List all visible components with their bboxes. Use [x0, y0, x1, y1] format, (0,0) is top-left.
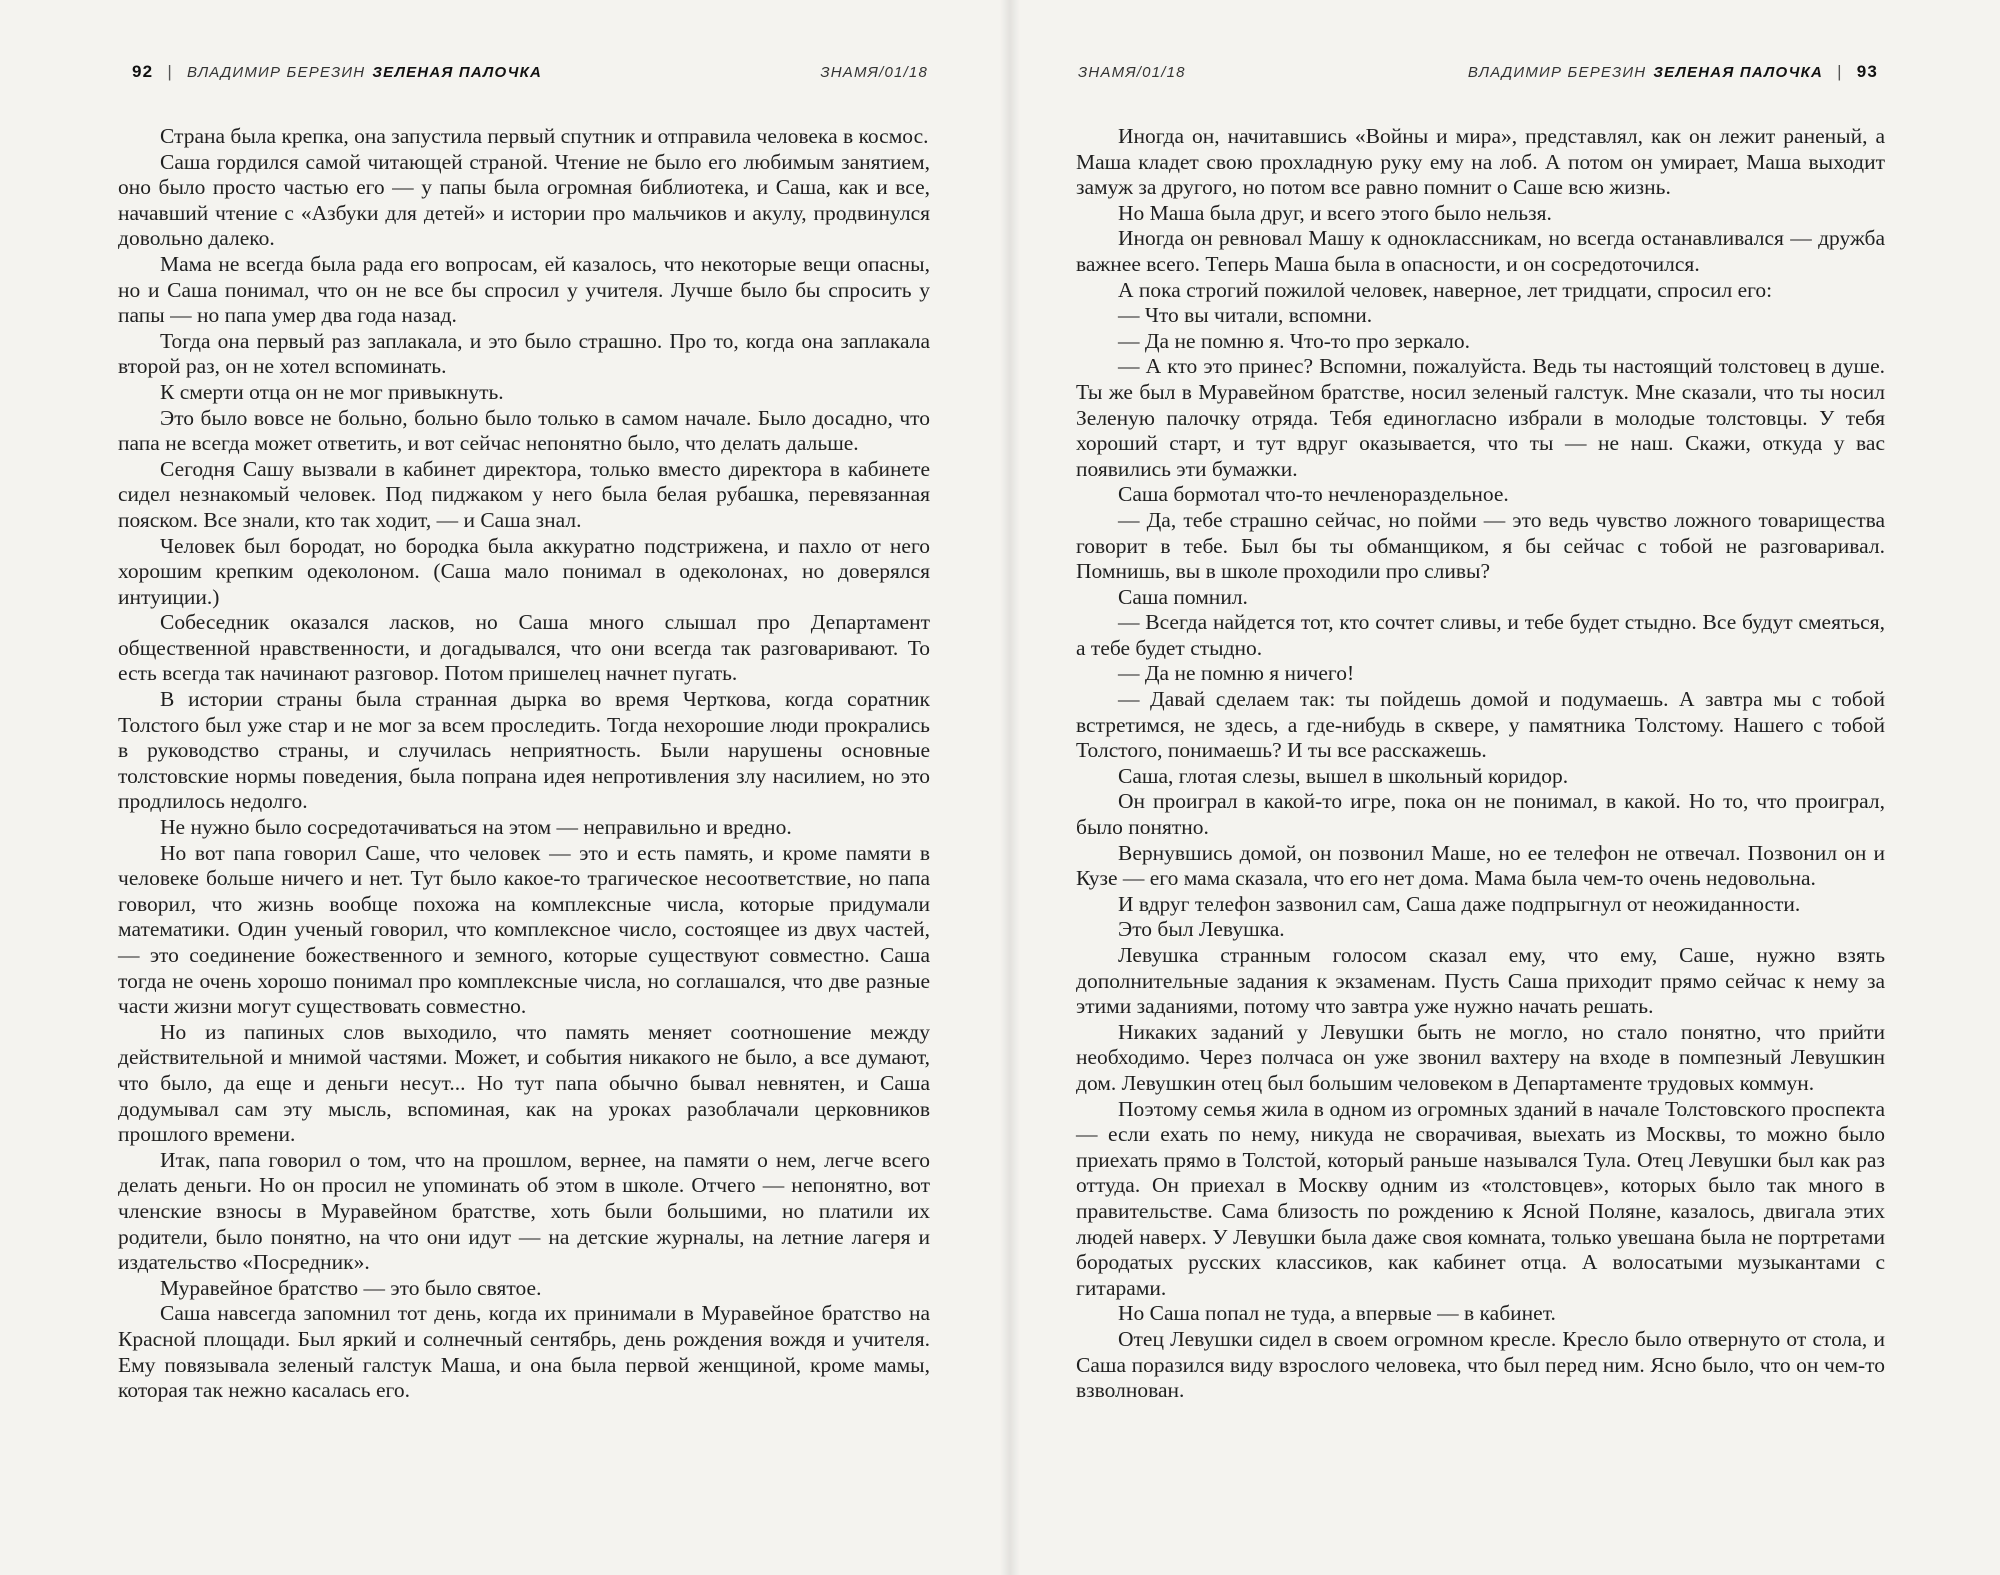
left-page-number: 92	[132, 62, 154, 81]
paragraph: — Всегда найдется тот, кто сочтет сливы, и тебе будет стыдно. Все будут смеяться, а тебе будет стыдно.	[1076, 610, 1885, 660]
paragraph: Саша, глотая слезы, вышел в школьный коридор.	[1118, 763, 1569, 788]
paragraph: Левушка странным голосом сказал ему, что ему, Саше, нужно взять дополнительные задания к экзаменам. Пусть Саша приходит прямо сейчас к нему за этими заданиями, потому что завтра уже нужно начать решать.	[1076, 943, 1885, 1019]
paragraph: Но вот папа говорил Саше, что человек — это и есть память, и кроме памяти в человеке больше ничего и нет. Тут было какое-то трагическое несоответствие, но папа говорил, что жизнь вообще похожа на комплексные числа, которые придумали математики. Один ученый говорил, что комплексное число, состоящее из двух частей, — это соединение божественного и земного, которые существуют совместно. Саша тогда не очень хорошо понимал про комплексные числа, но соглашался, что две разные части жизни могут существовать совместно.	[118, 840, 930, 1019]
right-page-number: 93	[1856, 62, 1878, 81]
right-header-group	[1468, 62, 1878, 82]
header-separator: |	[1837, 62, 1843, 81]
paragraph: Но Саша попал не туда, а впервые — в кабинет.	[1118, 1301, 1556, 1326]
left-text-column	[118, 124, 930, 1404]
paragraph: И вдруг телефон зазвонил сам, Саша даже подпрыгнул от неожиданности.	[1118, 891, 1801, 916]
paragraph: Вернувшись домой, он позвонил Маше, но ее телефон не отвечал. Позвонил он и Кузе — его мама сказала, что его нет дома. Мама была чем-то очень недовольна.	[1076, 840, 1885, 891]
paragraph: В истории страны была странная дырка во время Черткова, когда соратник Толстого был уже стар и не мог за всем проследить. Тогда нехорошие люди прокрались в руководство страны, и случилась неприятность. Были нарушены основные толстовские нормы поведения, была попрана идея непротивления злу насилием, но это продлилось недолго.	[118, 687, 930, 814]
paragraph: — Да, тебе страшно сейчас, но пойми — это ведь чувство ложного товарищества говорит в тебе. Был бы ты обманщиком, я бы сейчас с тобой не разговаривал. Помнишь, вы в школе проходили про сливы?	[1076, 507, 1885, 584]
right-text-column	[1076, 124, 1885, 1404]
right-header-journal: ЗНАМЯ/01/18	[1078, 63, 1186, 81]
paragraph: — Да не помню я. Что-то про зеркало.	[1118, 328, 1471, 353]
right-header-author: ВЛАДИМИР БЕРЕЗИН	[1467, 63, 1647, 81]
paragraph: — Давай сделаем так: ты пойдешь домой и подумаешь. А завтра мы с тобой встретимся, не здесь, а где-нибудь в сквере, у памятника Толстому. Нашего с тобой Толстого, понимаешь? И ты все расскажешь.	[1076, 687, 1885, 763]
paragraph: Никаких заданий у Левушки быть не могло, но стало понятно, что прийти необходимо. Через полчаса он уже звонил вахтеру на входе в помпезный Левушкин дом. Левушкин отец был большим человеком в Департаменте трудовых коммун.	[1076, 1019, 1885, 1095]
paragraph: Это был Левушка.	[1118, 917, 1285, 942]
paragraph: Тогда она первый раз заплакала, и это было страшно. Про то, когда она заплакала второй раз, он не хотел вспоминать.	[118, 328, 930, 379]
paragraph: Иногда он, начитавшись «Войны и мира», представлял, как он лежит раненый, а Маша кладет свою прохладную руку ему на лоб. А потом он умирает, Маша выходит замуж за другого, но потом все равно помнит о Саше всю жизнь.	[1076, 124, 1885, 200]
paragraph: К смерти отца он не мог привыкнуть.	[160, 379, 504, 404]
paragraph: Не нужно было сосредотачиваться на этом — неправильно и вредно.	[160, 815, 792, 840]
paragraph: Саша бормотал что-то нечленораздельное.	[1118, 482, 1509, 507]
paragraph: — А кто это принес? Вспомни, пожалуйста. Ведь ты настоящий толстовец в душе. Ты же был в Муравейном братстве, носил зеленый галстук. Мне сказали, что ты носил Зеленую палочку отряда. Тебя единогласно избрали в молодые толстовцы. У тебя хороший старт, и тут вдруг оказывается, что ты — не наш. Скажи, откуда у вас появились эти бумажки.	[1076, 354, 1885, 481]
paragraph: Это было вовсе не больно, больно было только в самом начале. Было досадно, что папа не всегда может ответить, и вот сейчас непонятно было, что делать дальше.	[118, 405, 930, 456]
paragraph: — Что вы читали, вспомни.	[1118, 303, 1373, 328]
paragraph: А пока строгий пожилой человек, наверное, лет тридцати, спросил его:	[1118, 277, 1773, 302]
left-running-header	[132, 60, 928, 84]
header-separator: |	[167, 62, 173, 81]
paragraph: — Да не помню я ничего!	[1118, 661, 1355, 686]
paragraph: Итак, папа говорил о том, что на прошлом, вернее, на памяти о нем, легче всего делать деньги. Но он просил не упоминать об этом в школе. Отчего — непонятно, вот членские взносы в Муравейном братстве, хоть были большими, но платили их родители, было понятно, на что они идут — на детские журналы, на летние лагеря и издательство «Посредник».	[118, 1147, 930, 1275]
left-header-author: ВЛАДИМИР БЕРЕЗИН	[186, 63, 366, 81]
paragraph: Страна была крепка, она запустила первый спутник и отправила человека в космос.	[160, 124, 929, 148]
paragraph: Саша навсегда запомнил тот день, когда их принимали в Муравейное братство на Красной площади. Был яркий и солнечный сентябрь, день рождения вождя и учителя. Ему повязывала зеленый галстук Маша, и она была первой женщиной, кроме мамы, которая так нежно касалась его.	[118, 1301, 930, 1403]
left-header-title: ЗЕЛЕНАЯ ПАЛОЧКА	[372, 63, 543, 81]
paragraph: Мама не всегда была рада его вопросам, ей казалось, что некоторые вещи опасны, но и Саша понимал, что он не все бы спросил у учителя. Лучше было бы спросить у папы — но папа умер два года назад.	[118, 251, 930, 328]
paragraph: Собеседник оказался ласков, но Саша много слышал про Департамент общественной нравственности, и догадывался, что они всегда так разговаривают. То есть всегда так начинают разговор. Потом пришелец начнет пугать.	[118, 610, 930, 686]
paragraph: Сегодня Сашу вызвали в кабинет директора, только вместо директора в кабинете сидел незнакомый человек. Под пиджаком у него была белая рубашка, перевязанная пояском. Все знали, кто так ходит, — и Саша знал.	[118, 456, 930, 532]
paragraph: Он проиграл в какой-то игре, пока он не понимал, в какой. Но то, что проиграл, было понятно.	[1076, 789, 1885, 840]
right-running-header	[1078, 60, 1878, 84]
paragraph: Но Маша была друг, и всего этого было нельзя.	[1118, 200, 1552, 225]
left-header-journal: ЗНАМЯ/01/18	[820, 63, 928, 81]
right-header-title: ЗЕЛЕНАЯ ПАЛОЧКА	[1653, 63, 1824, 81]
paragraph: Человек был бородат, но бородка была аккуратно подстрижена, и пахло от него хорошим крепким одеколоном. (Саша мало понимал в одеколонах, но доверялся интуиции.)	[118, 533, 930, 609]
paragraph: Муравейное братство — это было святое.	[160, 1275, 542, 1300]
paragraph: Но из папиных слов выходило, что память меняет соотношение между действительной и мнимой частями. Может, и события никакого не было, а все думают, что было, да еще и деньги несут... Но тут папа обычно бывал невнятен, и Саша додумывал сам эту мысль, вспоминая, как на уроках разоблачали церковников прошлого времени.	[118, 1019, 930, 1147]
paragraph: Иногда он ревновал Машу к одноклассникам, но всегда останавливался — дружба важнее всего. Теперь Маша была в опасности, и он сосредоточился.	[1076, 226, 1885, 276]
paragraph: Поэтому семья жила в одном из огромных зданий в начале Толстовского проспекта — если ехать по нему, никуда не сворачивая, выехать из Москвы, то можно было приехать прямо в Толстой, который раньше назывался Тула. Отец Левушки был как раз оттуда. Он приехал в Москву одним из «толстовцев», которых было так много в правительстве. Сама близость по рождению к Ясной Поляне, казалось, двигала этих людей наверх. У Левушки была даже своя комната, только увешана была не портретами бородатых русских классиков, как кабинет отца. А волосатыми музыкантами с гитарами.	[1076, 1096, 1885, 1300]
paragraph: Саша помнил.	[1118, 584, 1248, 609]
right-page	[1000, 0, 2000, 1575]
paragraph: Отец Левушки сидел в своем огромном кресле. Кресло было отвернуто от стола, и Саша поразился виду взрослого человека, что был перед ним. Ясно было, что он чем-то взволнован.	[1076, 1326, 1885, 1403]
paragraph: Саша гордился самой читающей страной. Чтение не было его любимым занятием, оно было просто частью его — у папы была огромная библиотека, и Саша, как и все, начавший чтение с «Азбуки для детей» и истории про мальчиков и акулу, продвинулся довольно далеко.	[118, 149, 930, 251]
